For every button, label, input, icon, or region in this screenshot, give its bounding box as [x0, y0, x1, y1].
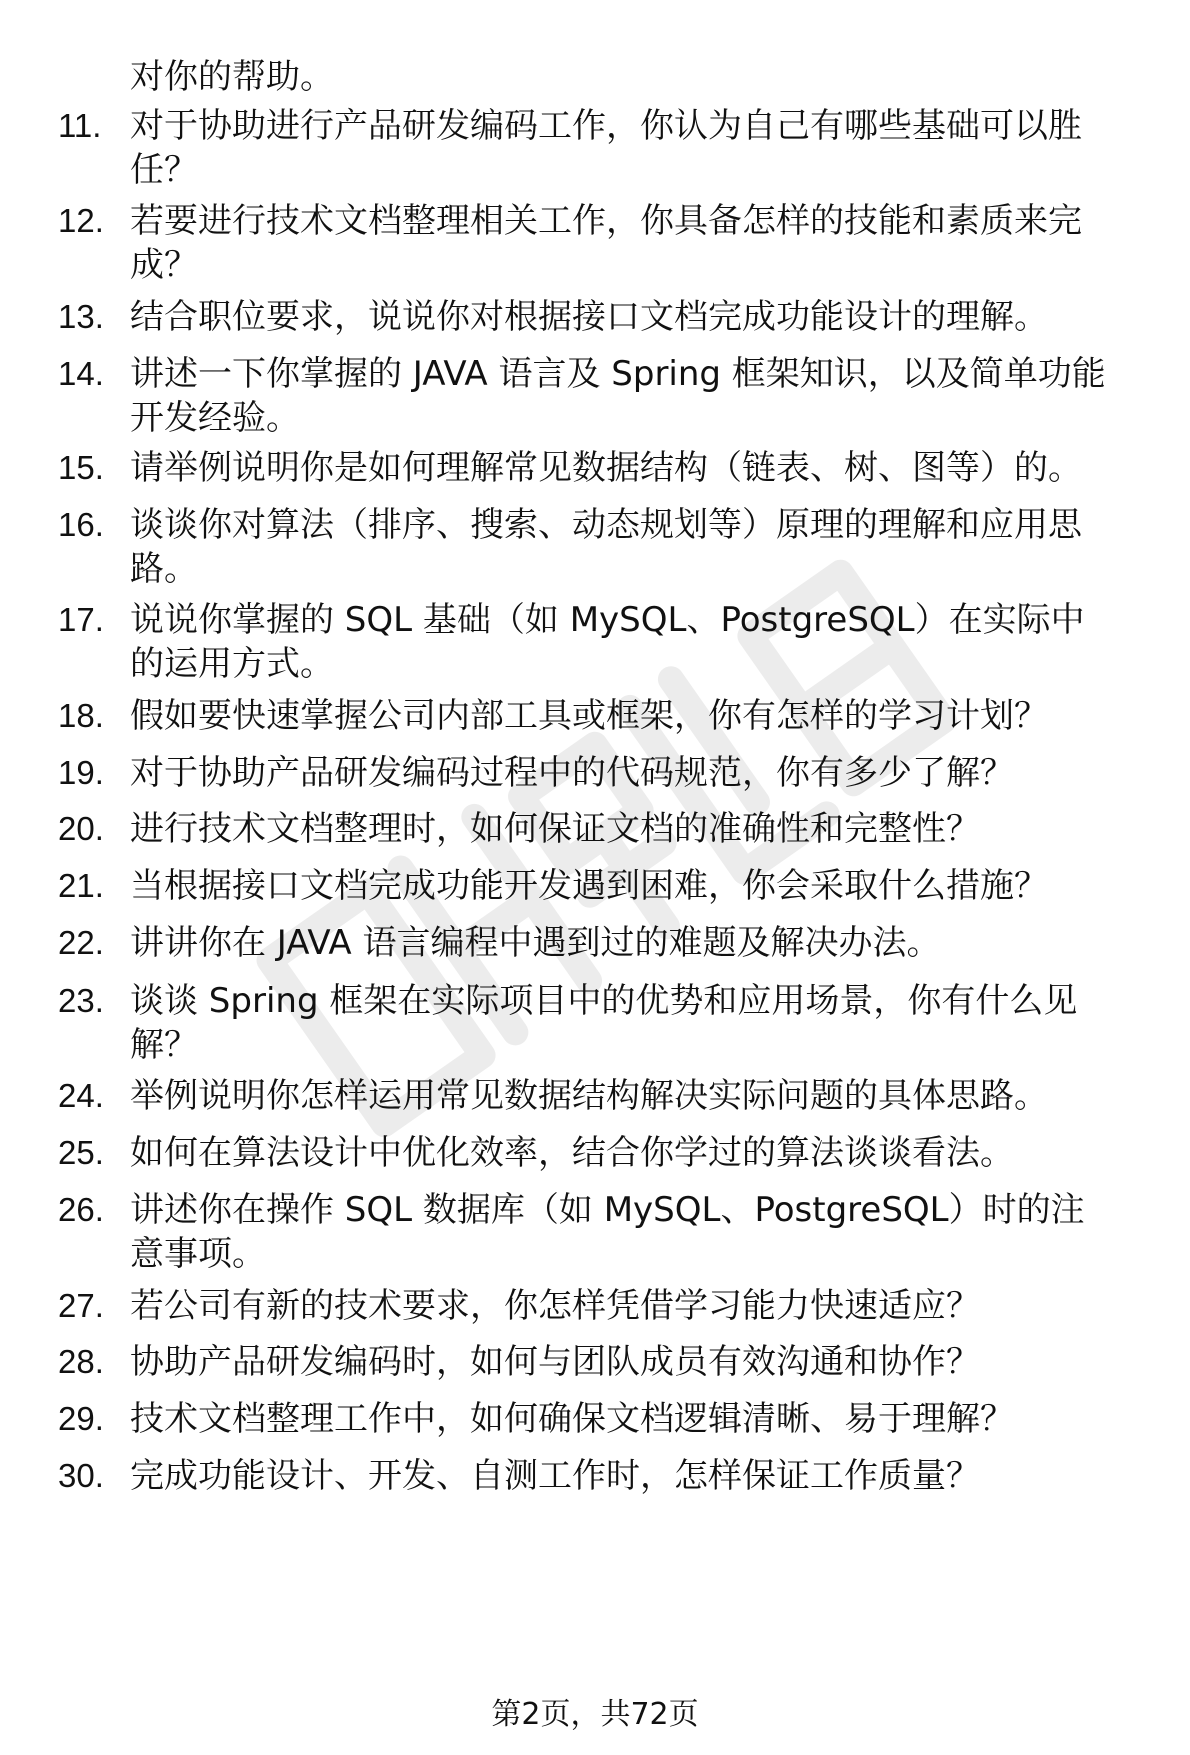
question-number: 28. — [58, 1343, 104, 1380]
question-text: 进行技术文档整理时，如何保证文档的准确性和完整性？ — [130, 809, 980, 849]
question-text: 技术文档整理工作中，如何确保文档逻辑清晰、易于理解？ — [130, 1399, 1014, 1439]
question-number: 19. — [58, 754, 104, 791]
question-number: 26. — [58, 1191, 104, 1228]
question-number: 29. — [58, 1400, 104, 1437]
question-text: 当根据接口文档完成功能开发遇到困难，你会采取什么措施？ — [130, 866, 1048, 906]
question-text: 讲述一下你掌握的 JAVA 语言及 Spring 框架知识，以及简单功能 开发经验。 — [130, 354, 1106, 438]
question-number: 18. — [58, 697, 104, 734]
question-text: 如何在算法设计中优化效率，结合你学过的算法谈谈看法。 — [130, 1133, 1014, 1173]
question-number: 23. — [58, 982, 104, 1019]
question-text: 假如要快速掌握公司内部工具或框架，你有怎样的学习计划？ — [130, 696, 1048, 736]
question-number: 16. — [58, 506, 104, 543]
question-text: 说说你掌握的 SQL 基础（如 MySQL、PostgreSQL）在实际中 的运用方式。 — [130, 600, 1085, 684]
question-text: 请举例说明你是如何理解常见数据结构（链表、树、图等）的。 — [130, 448, 1082, 488]
question-number: 30. — [58, 1457, 104, 1494]
question-text: 结合职位要求，说说你对根据接口文档完成功能设计的理解。 — [130, 297, 1048, 337]
question-number: 12. — [58, 202, 104, 239]
question-text: 谈谈你对算法（排序、搜索、动态规划等）原理的理解和应用思 路。 — [130, 505, 1082, 589]
question-text: 若要进行技术文档整理相关工作，你具备怎样的技能和素质来完 成？ — [130, 201, 1082, 285]
question-text: 完成功能设计、开发、自测工作时，怎样保证工作质量？ — [130, 1456, 980, 1496]
question-text: 若公司有新的技术要求，你怎样凭借学习能力快速适应？ — [130, 1286, 980, 1326]
question-number: 15. — [58, 449, 104, 486]
page-footer: 第2页，共72页 — [491, 1697, 699, 1732]
question-text: 讲述你在操作 SQL 数据库（如 MySQL、PostgreSQL）时的注 意事项。 — [130, 1190, 1085, 1274]
question-number: 13. — [58, 298, 104, 335]
question-number: 14. — [58, 355, 104, 392]
question-text: 对于协助产品研发编码过程中的代码规范，你有多少了解？ — [130, 753, 1014, 793]
question-number: 21. — [58, 867, 104, 904]
question-number: 27. — [58, 1287, 104, 1324]
question-number: 22. — [58, 924, 104, 961]
question-number: 24. — [58, 1077, 104, 1114]
question-text: 举例说明你怎样运用常见数据结构解决实际问题的具体思路。 — [130, 1076, 1048, 1116]
intro-continuation-text: 对你的帮助。 — [130, 57, 334, 97]
question-text: 讲讲你在 JAVA 语言编程中遇到过的难题及解决办法。 — [130, 923, 941, 963]
question-number: 17. — [58, 601, 104, 638]
question-text: 对于协助进行产品研发编码工作，你认为自己有哪些基础可以胜 任？ — [130, 106, 1082, 190]
question-text: 谈谈 Spring 框架在实际项目中的优势和应用场景，你有什么见 解？ — [130, 981, 1078, 1065]
question-text: 协助产品研发编码时，如何与团队成员有效沟通和协作？ — [130, 1342, 980, 1382]
question-number: 25. — [58, 1134, 104, 1171]
question-number: 20. — [58, 810, 104, 847]
question-number: 11. — [58, 107, 102, 144]
